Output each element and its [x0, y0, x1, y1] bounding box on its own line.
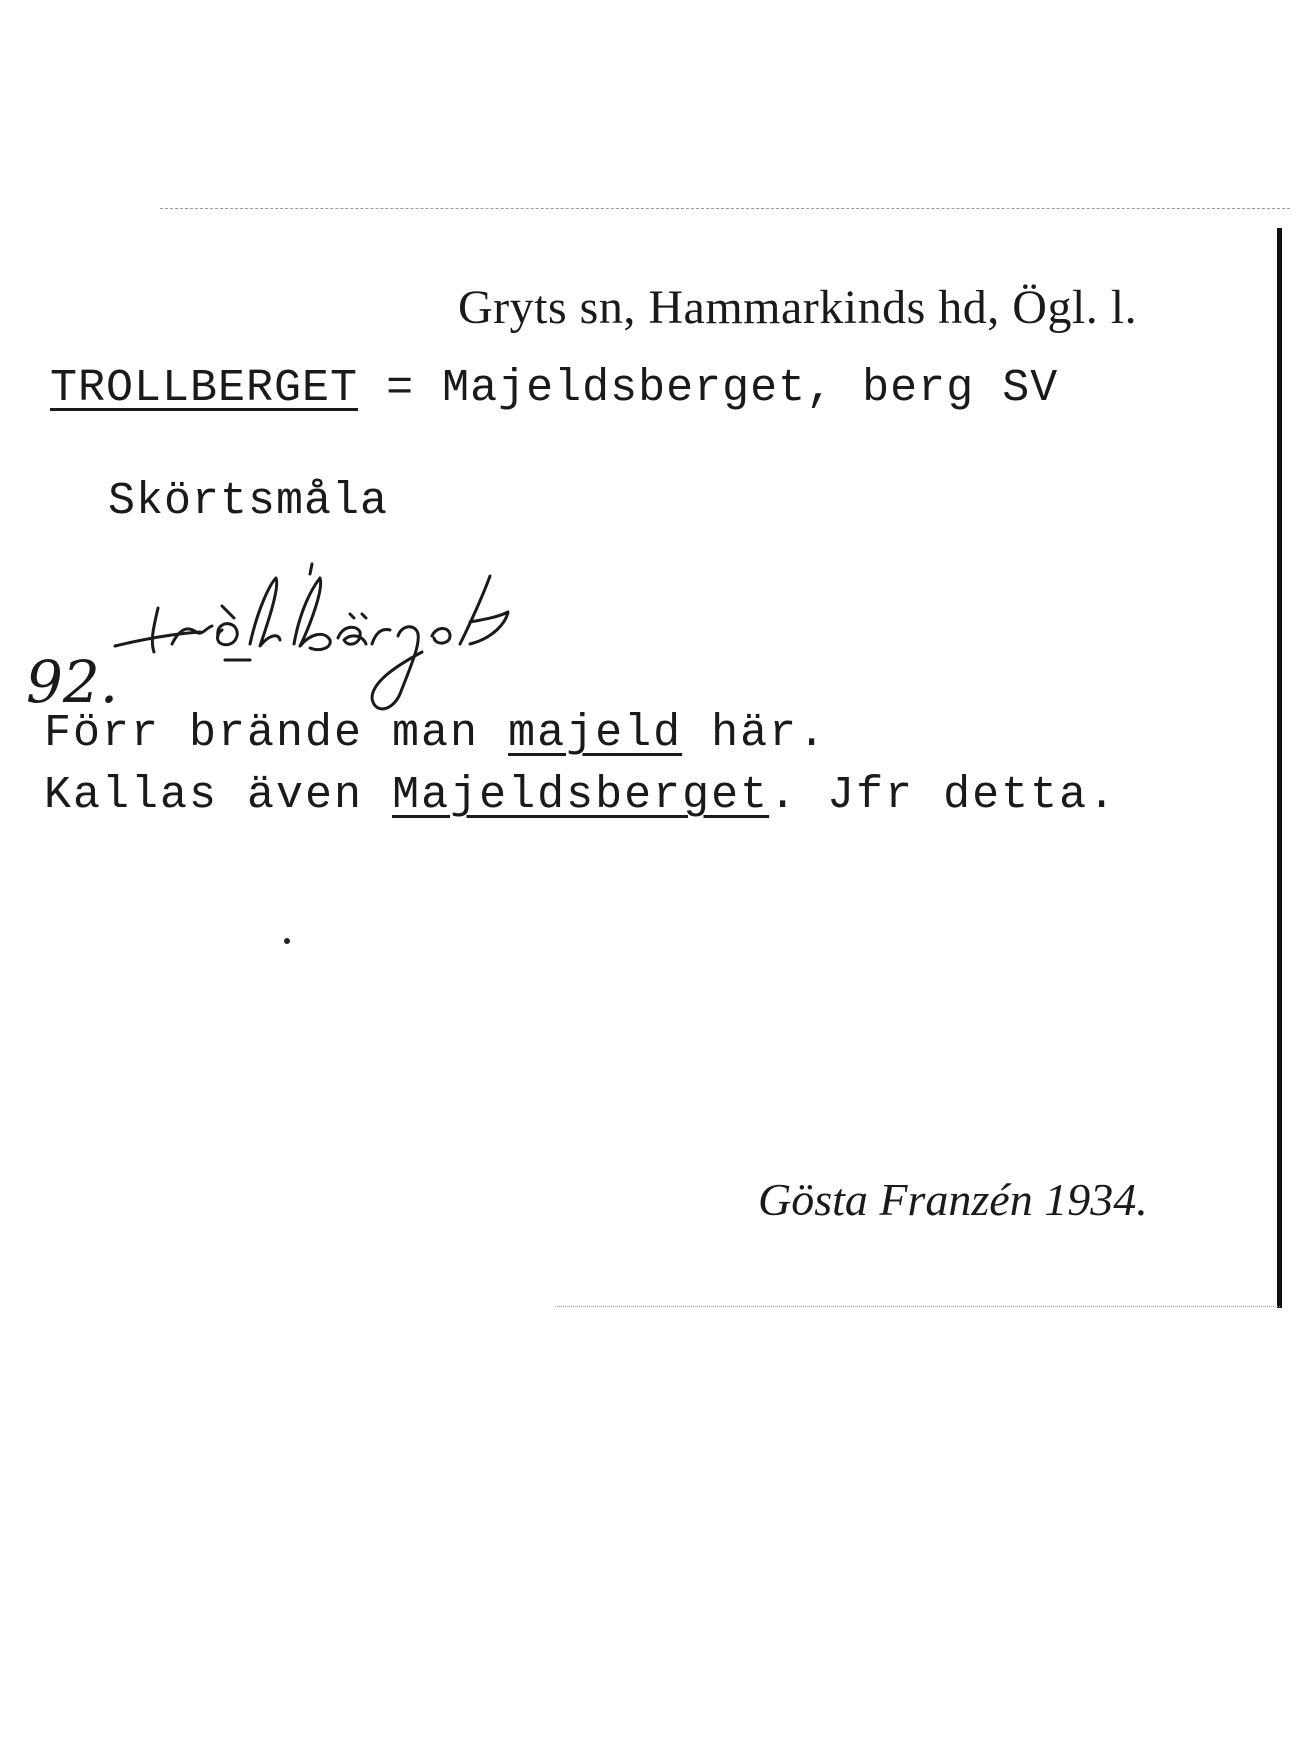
- note-line-2-text: Kallas även: [44, 770, 393, 821]
- archive-card: [20, 208, 1282, 1308]
- signature: Gösta Franzén 1934.: [758, 1174, 1148, 1225]
- note-line-1-text: Förr brände man: [44, 708, 509, 759]
- note-line-2-end: . Jfr detta.: [769, 770, 1118, 821]
- note-line-2-underlined: Majeldsberget: [392, 770, 770, 821]
- note-line-2: [44, 770, 1117, 821]
- note-line-1-end: här.: [682, 708, 828, 759]
- card-number: 92.: [26, 648, 119, 716]
- definition: Majeldsberget, berg SV: [442, 363, 1059, 414]
- card-bottom-edge: [555, 1306, 1280, 1307]
- note-line-1-underlined: majeld: [508, 708, 683, 759]
- equals-sign: =: [386, 363, 415, 414]
- headword: TROLLBERGET: [50, 363, 359, 414]
- handwritten-pronunciation: [110, 548, 570, 718]
- ink-speck: [284, 938, 290, 944]
- headword-line: [50, 363, 1058, 414]
- note-line-1: [44, 708, 827, 759]
- location-header: Gryts sn, Hammarkinds hd, Ögl. l.: [458, 281, 1138, 334]
- card-top-edge: [160, 208, 1290, 209]
- card-right-edge: [1277, 228, 1282, 1308]
- place-name: Skörtsmåla: [108, 476, 389, 527]
